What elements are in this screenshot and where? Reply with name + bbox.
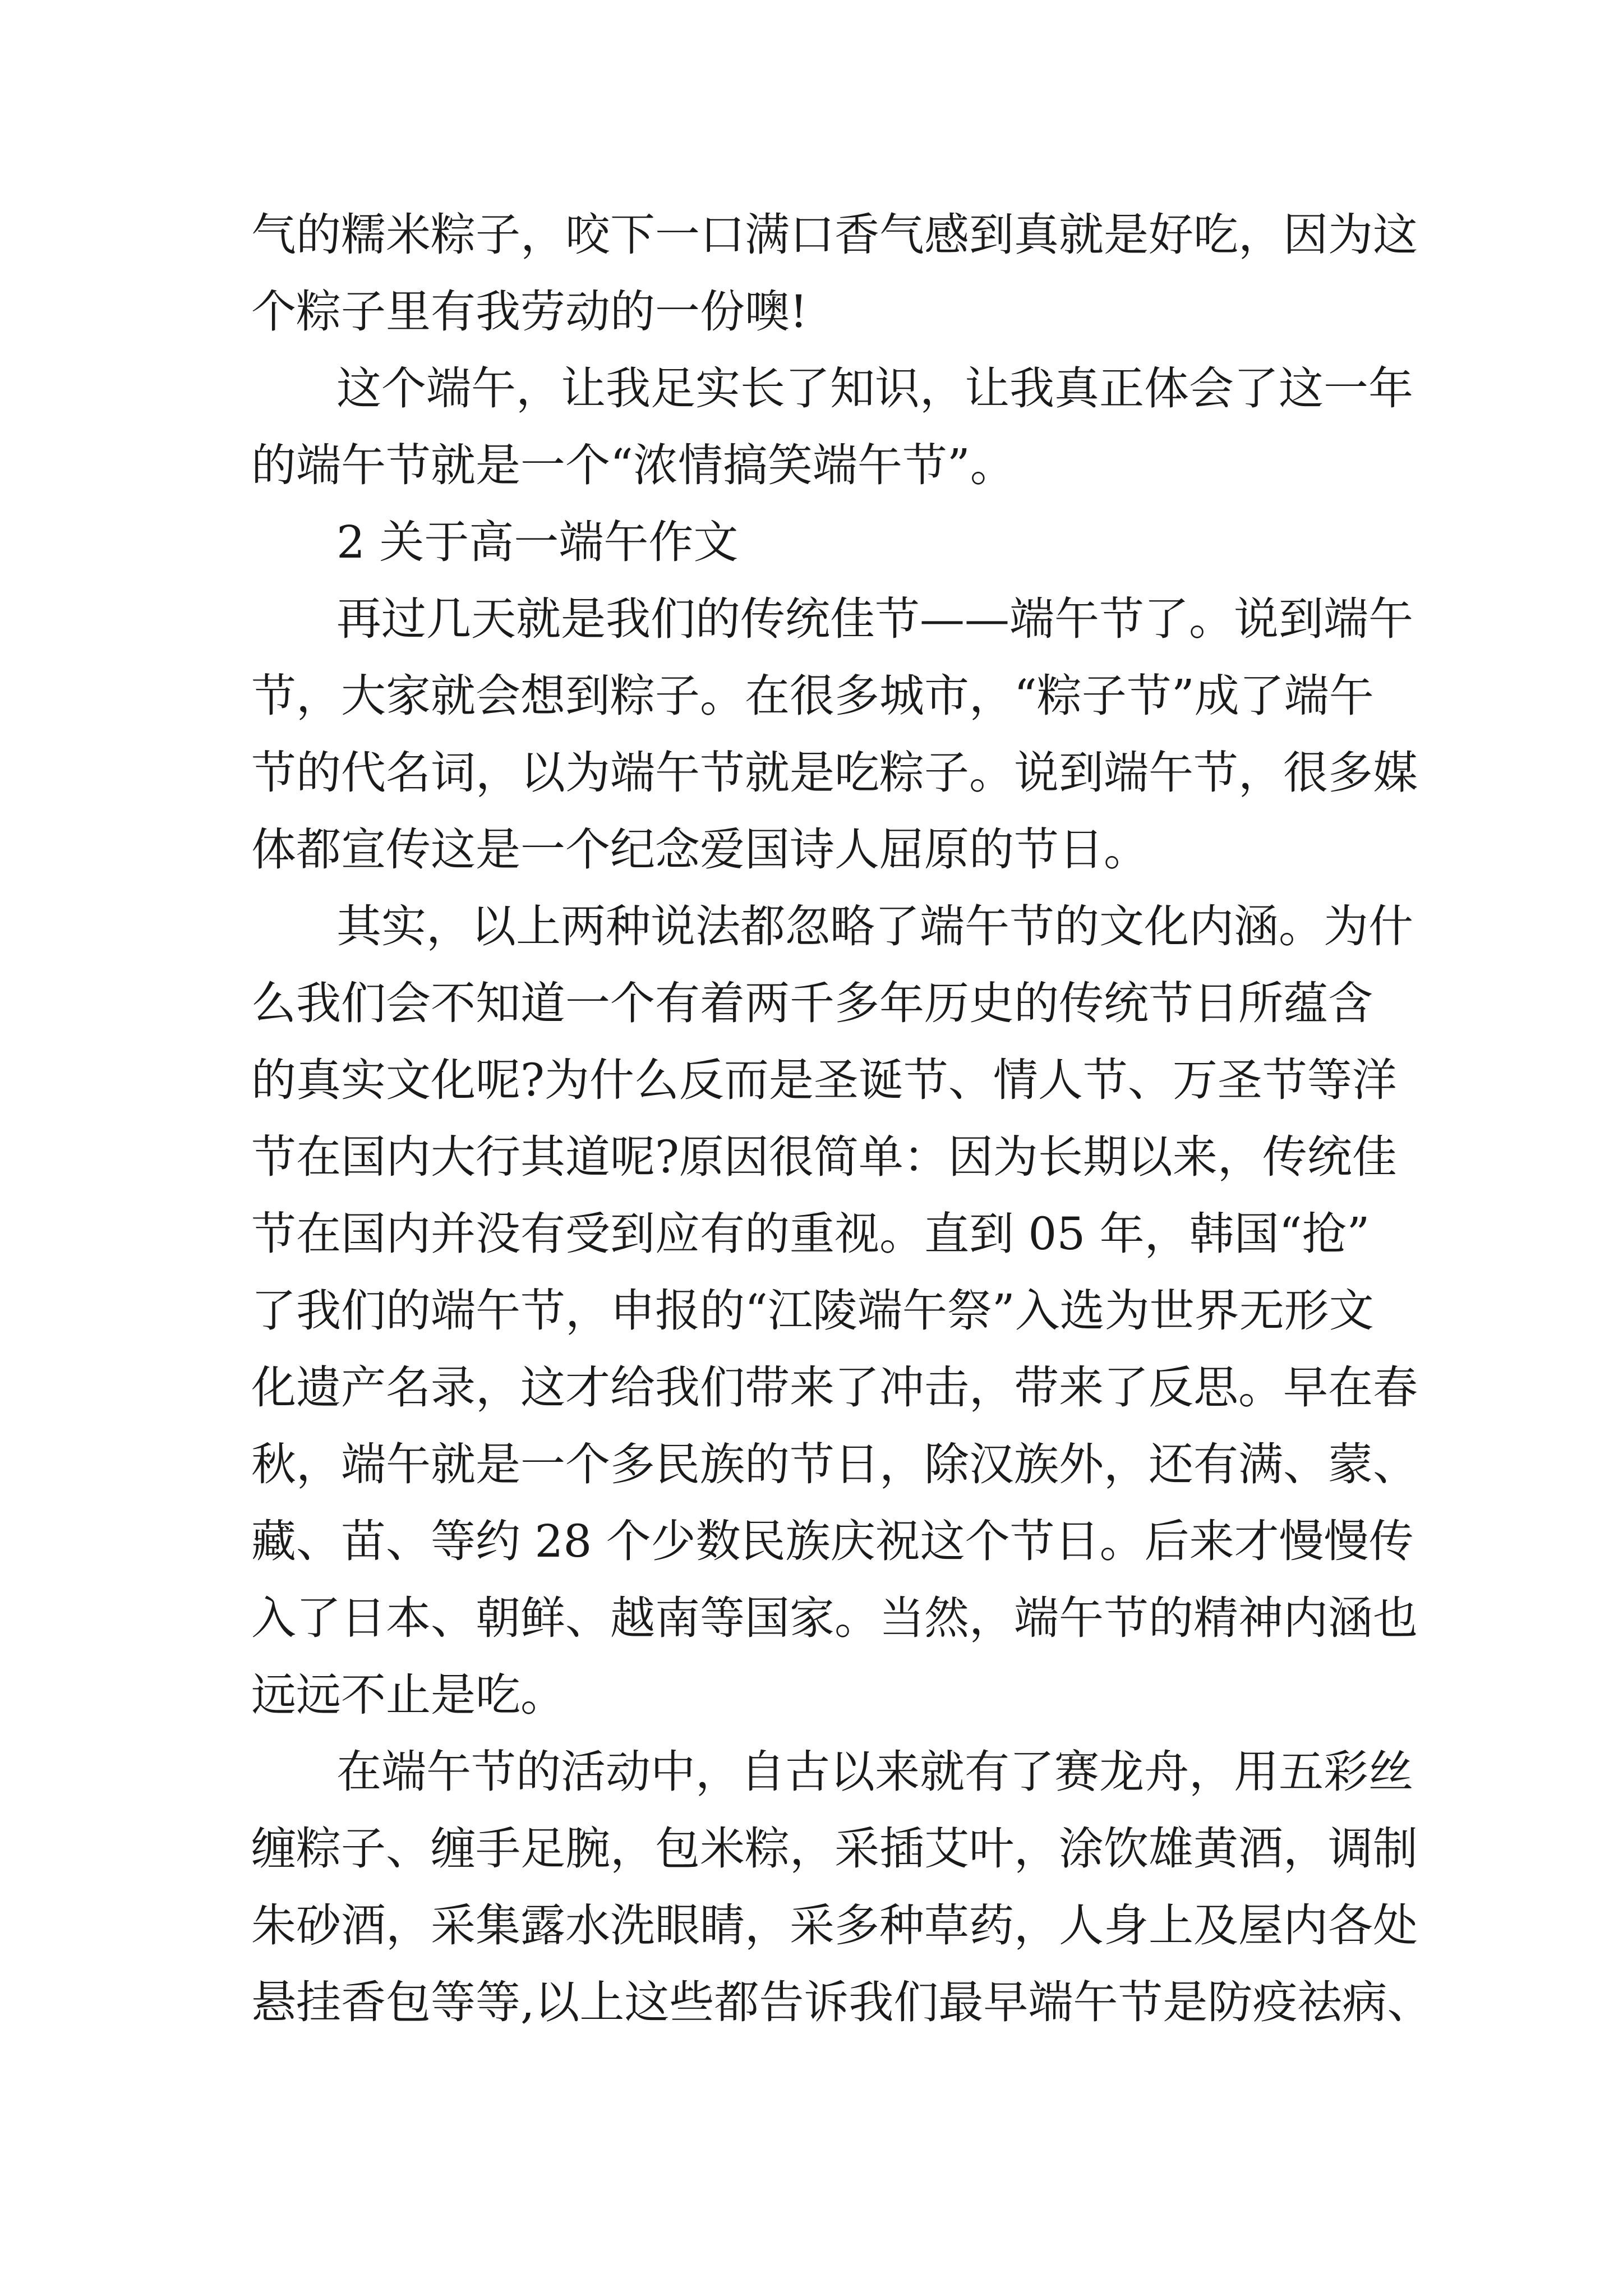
text-line: 化遗产名录，这才给我们带来了冲击，带来了反思。早在春 <box>251 1361 1418 1414</box>
section-heading: 2 关于高一端午作文 <box>336 516 739 568</box>
text-line: 节在国内并没有受到应有的重视。直到 05 年，韩国“抢” <box>251 1208 1370 1260</box>
text-line: 气的糯米粽子，咬下一口满口香气感到真就是好吃，因为这 <box>251 209 1418 261</box>
text-line: 入了日本、朝鲜、越南等国家。当然，端午节的精神内涵也 <box>251 1592 1418 1644</box>
text-line: 个粽子里有我劳动的一份噢! <box>251 286 808 338</box>
text-line: 朱砂酒，采集露水洗眼睛，采多种草药，人身上及屋内各处 <box>251 1899 1418 1952</box>
text-line: 的真实文化呢?为什么反而是圣诞节、情人节、万圣节等洋 <box>251 1054 1397 1106</box>
text-line: 节在国内大行其道呢?原因很简单：因为长期以来，传统佳 <box>251 1131 1397 1183</box>
paragraph-start: 其实，以上两种说法都忽略了端午节的文化内涵。为什 <box>336 900 1413 953</box>
text-line: 秋，端午就是一个多民族的节日，除汉族外，还有满、蒙、 <box>251 1438 1418 1490</box>
text-line: 藏、苗、等约 28 个少数民族庆祝这个节日。后来才慢慢传 <box>251 1515 1414 1567</box>
paragraph-start: 这个端午，让我足实长了知识，让我真正体会了这一年 <box>336 362 1413 415</box>
text-line: 的端午节就是一个“浓情搞笑端午节”。 <box>251 439 1015 491</box>
text-line: 缠粽子、缠手足腕，包米粽，采插艾叶，涂饮雄黄酒，调制 <box>251 1823 1418 1875</box>
paragraph-start: 在端午节的活动中，自古以来就有了赛龙舟，用五彩丝 <box>336 1746 1413 1798</box>
text-line: 节的代名词，以为端午节就是吃粽子。说到端午节，很多媒 <box>251 747 1418 799</box>
text-line: 远远不止是吃。 <box>251 1669 565 1721</box>
text-line: 么我们会不知道一个有着两千多年历史的传统节日所蕴含 <box>251 977 1373 1029</box>
text-line: 了我们的端午节，申报的“江陵端午祭”入选为世界无形文 <box>251 1285 1374 1337</box>
paragraph-start: 再过几天就是我们的传统佳节——端午节了。说到端午 <box>336 593 1413 645</box>
text-line: 体都宣传这是一个纪念爱国诗人屈原的节日。 <box>251 823 1149 876</box>
document-body <box>251 196 1432 2041</box>
text-line: 悬挂香包等等,以上这些都告诉我们最早端午节是防疫祛病、 <box>251 1976 1432 2028</box>
text-line: 节，大家就会想到粽子。在很多城市，“粽子节”成了端午 <box>251 670 1374 722</box>
